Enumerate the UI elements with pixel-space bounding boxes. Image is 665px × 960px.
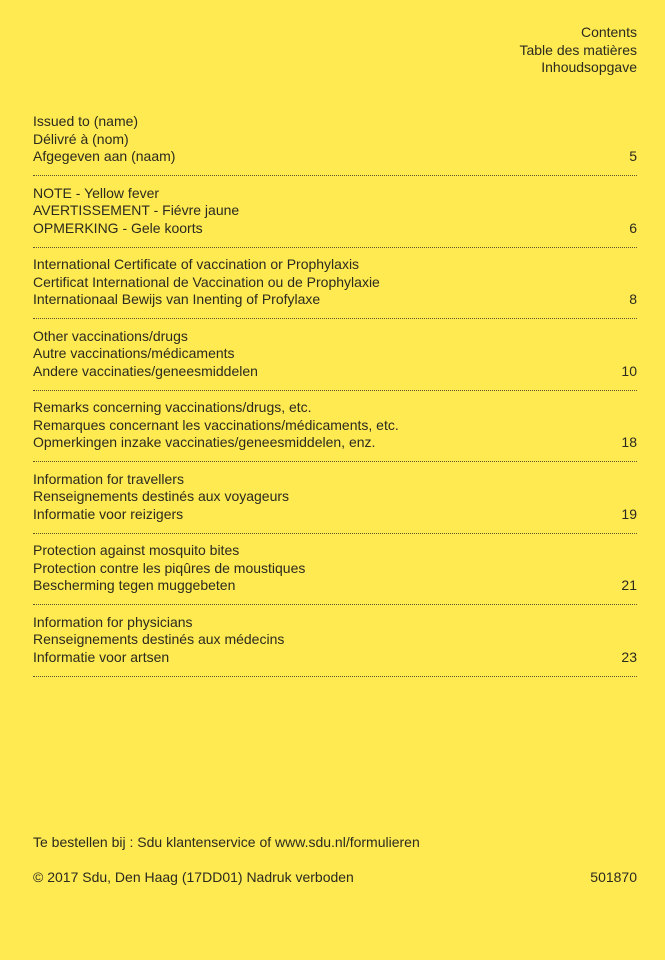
toc-entry-label-en: Information for travellers xyxy=(33,470,184,487)
dotted-divider xyxy=(33,175,637,176)
toc-entry-label-nl: OPMERKING - Gele koorts xyxy=(33,219,203,236)
toc-entry-international-certificate xyxy=(33,256,637,328)
toc-entry-label-en: Other vaccinations/drugs xyxy=(33,327,188,344)
toc-entry-label-nl: Informatie voor artsen xyxy=(33,648,170,665)
toc-entry-page-number: 23 xyxy=(621,648,637,665)
dotted-divider xyxy=(33,676,637,677)
toc-entry-page-number: 18 xyxy=(621,434,637,451)
dotted-divider xyxy=(33,390,637,391)
toc-entry-label-en: Remarks concerning vaccinations/drugs, etc. xyxy=(33,399,312,415)
dotted-divider xyxy=(33,533,637,534)
header-title-fr: Table des matières xyxy=(519,41,637,58)
contents-header xyxy=(519,24,637,77)
form-number: 501870 xyxy=(590,869,637,885)
toc-entry-issued-to xyxy=(33,113,637,185)
copyright-line xyxy=(33,869,637,887)
toc-entry-label-nl: Afgegeven aan (naam) xyxy=(33,148,176,165)
toc-entry-label-fr: Renseignements destinés aux médecins xyxy=(33,631,285,648)
toc-entry-label-nl: Informatie voor reizigers xyxy=(33,505,184,522)
toc-entry-page-number: 5 xyxy=(629,148,637,165)
toc-entry-label-fr: Protection contre les piqûres de moustiques xyxy=(33,559,306,576)
toc-entry-label-en: NOTE - Yellow fever xyxy=(33,184,160,201)
toc-entry-label-fr: Certificat International de Vaccination ou de Prophylaxie xyxy=(33,273,380,290)
toc-entry-label-en: Protection against mosquito bites xyxy=(33,542,240,558)
toc-entry-page-number: 19 xyxy=(621,505,637,522)
toc-entry-label-nl: Internationaal Bewijs van Inenting of Profylaxe xyxy=(33,291,321,308)
toc-entry-label-nl: Bescherming tegen muggebeten xyxy=(33,577,236,594)
dotted-divider xyxy=(33,318,637,319)
order-info: Te bestellen bij : Sdu klantenservice of www.sdu.nl/formulieren xyxy=(33,834,420,850)
toc-entry-label-nl: Andere vaccinaties/geneesmiddelen xyxy=(33,362,258,379)
toc-entry-label-nl: Opmerkingen inzake vaccinaties/geneesmiddelen, enz. xyxy=(33,434,376,451)
toc-entry-label-fr: Renseignements destinés aux voyageurs xyxy=(33,488,290,505)
toc-entry-physicians-info xyxy=(33,614,637,686)
toc-entry-remarks xyxy=(33,399,637,471)
toc-entry-label-en: Issued to (name) xyxy=(33,113,139,129)
toc-entry-yellow-fever-note xyxy=(33,185,637,257)
dotted-divider xyxy=(33,461,637,462)
toc-entry-label-en: International Certificate of vaccination or Prophylaxis xyxy=(33,256,360,272)
toc-entry-mosquito-protection xyxy=(33,542,637,614)
toc-entry-label-fr: Remarques concernant les vaccinations/médicaments, etc. xyxy=(33,416,399,433)
dotted-divider xyxy=(33,247,637,248)
header-title-en: Contents xyxy=(580,24,637,40)
dotted-divider xyxy=(33,604,637,605)
header-title-nl: Inhoudsopgave xyxy=(541,59,637,76)
toc-entry-travellers-info xyxy=(33,471,637,543)
toc-entry-label-fr: Délivré à (nom) xyxy=(33,130,129,147)
toc-entry-label-en: Information for physicians xyxy=(33,613,193,630)
toc-entry-page-number: 8 xyxy=(629,291,637,308)
toc-entry-other-vaccinations xyxy=(33,328,637,400)
toc-entry-label-fr: AVERTISSEMENT - Fiévre jaune xyxy=(33,202,240,219)
toc-entry-page-number: 6 xyxy=(629,219,637,236)
toc-entry-label-fr: Autre vaccinations/médicaments xyxy=(33,345,235,362)
table-of-contents xyxy=(33,113,637,685)
toc-entry-page-number: 10 xyxy=(621,362,637,379)
copyright-text: © 2017 Sdu, Den Haag (17DD01) Nadruk verboden xyxy=(33,869,354,885)
toc-entry-page-number: 21 xyxy=(621,577,637,594)
